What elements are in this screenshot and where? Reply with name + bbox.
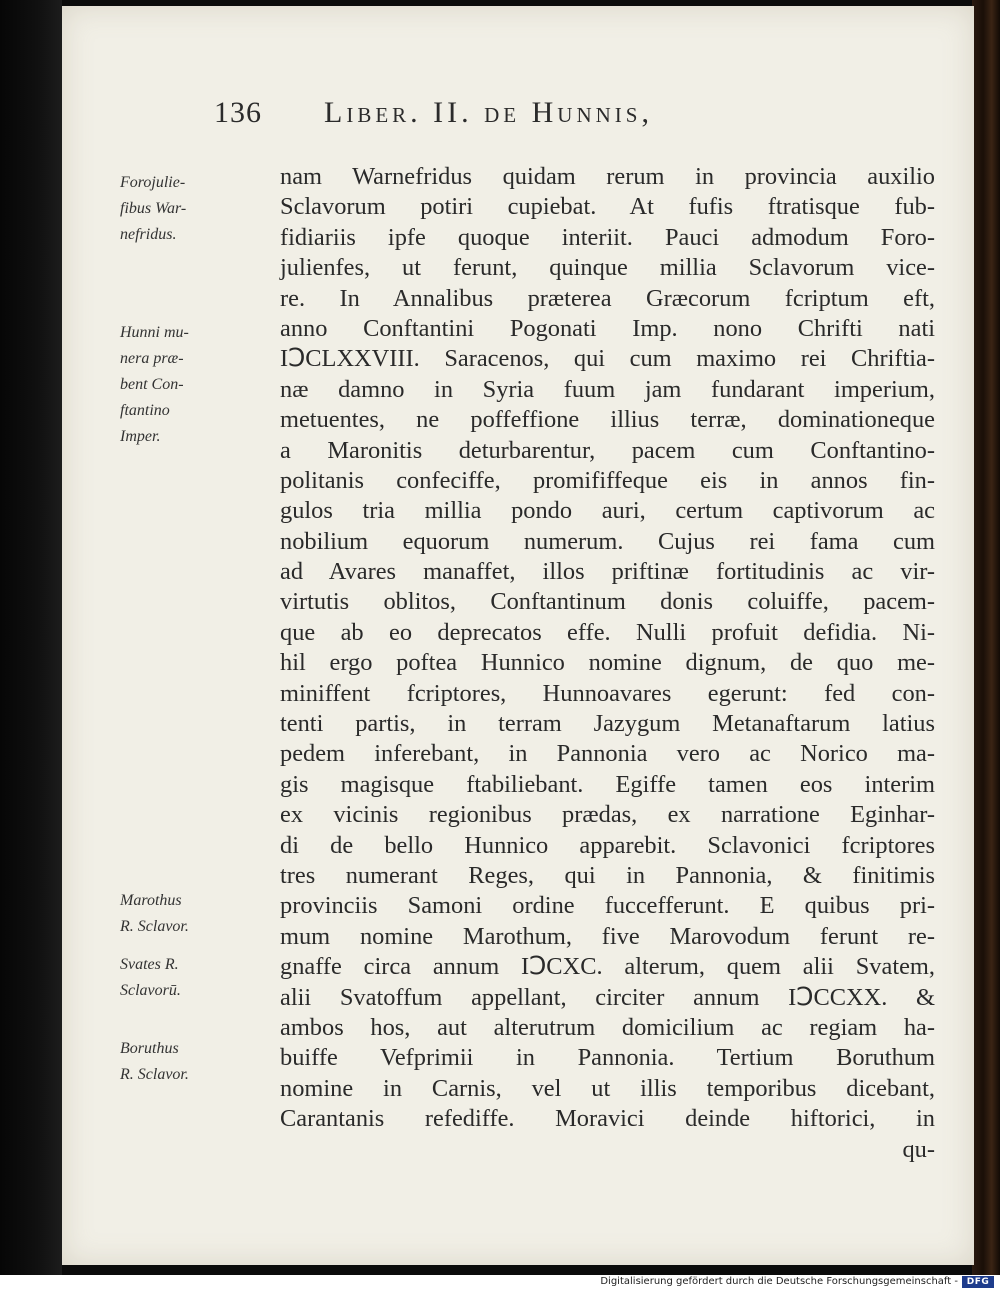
text-line: IↃCLXXVIII. Saracenos, qui cum maximo rei Chriftia- (280, 345, 935, 373)
text-line: ex vicinis regionibus prædas, ex narratione Eginhar- (280, 801, 935, 829)
text-line: tres numerant Reges, qui in Pannonia, & finitimis (280, 861, 935, 889)
text-line: que ab eo deprecatos effe. Nulli profuit defidia. Ni- (280, 618, 935, 646)
text-line: virtutis oblitos, Conftantinum donis coluiffe, pacem- (280, 588, 935, 616)
text-line: julienfes, ut ferunt, quinque millia Sclavorum vice- (280, 254, 935, 282)
text-line: a Maronitis deturbarentur, pacem cum Conftantino- (280, 436, 935, 464)
margin-notes (120, 170, 280, 1090)
text-line: næ damno in Syria fuum jam fundarant imperium, (280, 375, 935, 403)
text-line: gnaffe circa annum IↃCXC. alterum, quem alii Svatem, (280, 953, 935, 981)
text-line: nomine in Carnis, vel ut illis temporibus dicebant, (280, 1074, 935, 1102)
text-line: pedem inferebant, in Pannonia vero ac Norico ma- (280, 740, 935, 768)
text-line: anno Conftantini Pogonati Imp. nono Chrifti nati (280, 314, 935, 342)
margin-note-marothus: Marothus R. Sclavor. (120, 892, 189, 935)
text-line: provinciis Samoni ordine fuccefferunt. E quibus pri- (280, 892, 935, 920)
text-line: Carantanis refediffe. Moravici deinde hiftorici, in (280, 1105, 935, 1133)
text-line: re. In Annalibus præterea Græcorum fcriptum eft, (280, 284, 935, 312)
text-line: alii Svatoffum appellant, circiter annum IↃCCXX. & (280, 983, 935, 1011)
text-line: nobilium equorum numerum. Cujus rei fama cum (280, 527, 935, 555)
main-text-block (280, 162, 935, 1165)
text-line: gis magisque ftabiliebant. Egiffe tamen eos interim (280, 770, 935, 798)
page-number: 136 (214, 96, 262, 129)
catchword: qu- (902, 1135, 935, 1163)
page-header (214, 96, 774, 140)
text-line: mum nomine Marothum, five Marovodum ferunt re- (280, 922, 935, 950)
text-line: metuentes, ne poffeffione illius terræ, dominationeque (280, 406, 935, 434)
text-line: miniffent fcriptores, Hunnoavares egerunt: fed con- (280, 679, 935, 707)
text-line: tenti partis, in terram Jazygum Metanaftarum latius (280, 710, 935, 738)
margin-note-boruthus: Boruthus R. Sclavor. (120, 1040, 189, 1083)
footer-credit: Digitalisierung gefördert durch die Deutsche Forschungsgemeinschaft - (600, 1276, 958, 1287)
text-line: ambos hos, aut alterutrum domicilium ac regiam ha- (280, 1013, 935, 1041)
margin-note-svates: Svates R. Sclavorū. (120, 956, 181, 999)
dfg-logo: DFG (962, 1276, 994, 1288)
book-edge-right (972, 0, 1000, 1275)
text-line: Sclavorum potiri cupiebat. At fufis ftratisque fub- (280, 193, 935, 221)
margin-note-warnefridus: Forojulie- fibus War- nefridus. (120, 174, 187, 243)
digitization-footer (0, 1275, 1000, 1289)
text-line: ad Avares manaffet, illos priftinæ fortitudinis ac vir- (280, 558, 935, 586)
book-binding-left (0, 0, 62, 1275)
margin-note-hunni: Hunni mu- nera præ- bent Con- ftantino Imper. (120, 324, 189, 445)
text-line: politanis confeciffe, promififfeque eis in annos fin- (280, 466, 935, 494)
text-line: di de bello Hunnico apparebit. Sclavonici fcriptores (280, 831, 935, 859)
running-title: Liber. II. de Hunnis, (324, 96, 653, 129)
text-line: hil ergo poftea Hunnico nomine dignum, de quo me- (280, 649, 935, 677)
text-line: buiffe Vefprimii in Pannonia. Tertium Boruthum (280, 1044, 935, 1072)
text-line: fidiariis ipfe quoque interiit. Pauci admodum Foro- (280, 223, 935, 251)
text-line: gulos tria millia pondo auri, certum captivorum ac (280, 497, 935, 525)
text-line: nam Warnefridus quidam rerum in provincia auxilio (280, 163, 935, 190)
